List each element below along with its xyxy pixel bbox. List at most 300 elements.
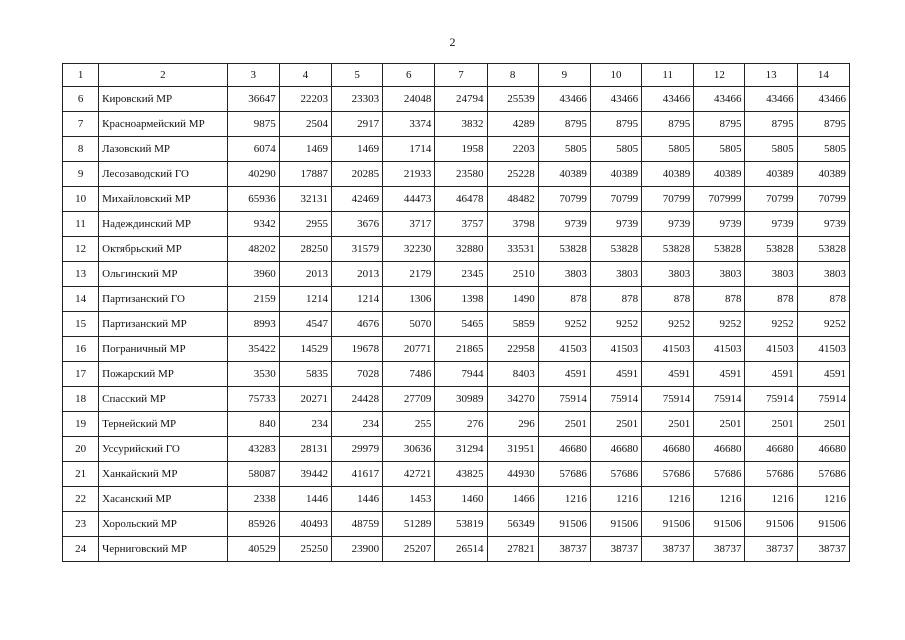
value-cell: 40389	[642, 162, 694, 187]
value-cell: 878	[590, 287, 641, 312]
row-number-cell: 14	[63, 287, 99, 312]
district-name-cell: Ханкайский МР	[99, 462, 227, 487]
value-cell: 5805	[590, 137, 641, 162]
value-cell: 1216	[538, 487, 590, 512]
value-cell: 1216	[590, 487, 641, 512]
value-cell: 43466	[797, 87, 849, 112]
value-cell: 23900	[331, 537, 382, 562]
value-cell: 878	[797, 287, 849, 312]
value-cell: 8403	[487, 362, 538, 387]
value-cell: 58087	[227, 462, 279, 487]
value-cell: 29979	[331, 437, 382, 462]
value-cell: 31579	[331, 237, 382, 262]
value-cell: 43825	[435, 462, 487, 487]
value-cell: 75914	[642, 387, 694, 412]
value-cell: 2159	[227, 287, 279, 312]
table-row	[63, 537, 850, 562]
table-row	[63, 112, 850, 137]
value-cell: 70799	[590, 187, 641, 212]
value-cell: 53828	[694, 237, 745, 262]
value-cell: 75733	[227, 387, 279, 412]
value-cell: 9739	[694, 212, 745, 237]
data-table	[62, 63, 850, 562]
value-cell: 75914	[797, 387, 849, 412]
value-cell: 70799	[797, 187, 849, 212]
value-cell: 41503	[538, 337, 590, 362]
value-cell: 5070	[383, 312, 435, 337]
value-cell: 6074	[227, 137, 279, 162]
row-number-cell: 9	[63, 162, 99, 187]
value-cell: 91506	[538, 512, 590, 537]
value-cell: 4591	[797, 362, 849, 387]
value-cell: 40389	[745, 162, 797, 187]
value-cell: 3757	[435, 212, 487, 237]
value-cell: 2501	[797, 412, 849, 437]
value-cell: 40389	[694, 162, 745, 187]
value-cell: 4591	[590, 362, 641, 387]
value-cell: 2917	[331, 112, 382, 137]
value-cell: 1958	[435, 137, 487, 162]
column-header: 10	[590, 64, 641, 87]
column-header: 13	[745, 64, 797, 87]
value-cell: 1398	[435, 287, 487, 312]
value-cell: 878	[538, 287, 590, 312]
value-cell: 9252	[797, 312, 849, 337]
value-cell: 5805	[745, 137, 797, 162]
value-cell: 38737	[538, 537, 590, 562]
value-cell: 1214	[331, 287, 382, 312]
row-number-cell: 19	[63, 412, 99, 437]
value-cell: 8795	[590, 112, 641, 137]
table-row	[63, 412, 850, 437]
value-cell: 40290	[227, 162, 279, 187]
table-row	[63, 162, 850, 187]
value-cell: 1214	[279, 287, 331, 312]
value-cell: 57686	[694, 462, 745, 487]
value-cell: 2955	[279, 212, 331, 237]
value-cell: 46680	[538, 437, 590, 462]
district-name-cell: Пожарский МР	[99, 362, 227, 387]
table-row	[63, 462, 850, 487]
value-cell: 3960	[227, 262, 279, 287]
table-header-row	[63, 64, 850, 87]
value-cell: 38737	[745, 537, 797, 562]
value-cell: 9252	[694, 312, 745, 337]
district-name-cell: Кировский МР	[99, 87, 227, 112]
value-cell: 5805	[642, 137, 694, 162]
value-cell: 25228	[487, 162, 538, 187]
value-cell: 3803	[590, 262, 641, 287]
value-cell: 3717	[383, 212, 435, 237]
table-row	[63, 312, 850, 337]
value-cell: 38737	[797, 537, 849, 562]
value-cell: 43466	[538, 87, 590, 112]
value-cell: 40389	[797, 162, 849, 187]
value-cell: 3374	[383, 112, 435, 137]
table-row	[63, 262, 850, 287]
value-cell: 8993	[227, 312, 279, 337]
value-cell: 1216	[745, 487, 797, 512]
value-cell: 4591	[642, 362, 694, 387]
value-cell: 2013	[279, 262, 331, 287]
value-cell: 85926	[227, 512, 279, 537]
value-cell: 2179	[383, 262, 435, 287]
value-cell: 91506	[694, 512, 745, 537]
value-cell: 46680	[797, 437, 849, 462]
column-header: 8	[487, 64, 538, 87]
value-cell: 24048	[383, 87, 435, 112]
value-cell: 46680	[642, 437, 694, 462]
value-cell: 57686	[745, 462, 797, 487]
value-cell: 36647	[227, 87, 279, 112]
district-name-cell: Хорольский МР	[99, 512, 227, 537]
column-header: 11	[642, 64, 694, 87]
row-number-cell: 20	[63, 437, 99, 462]
value-cell: 7486	[383, 362, 435, 387]
value-cell: 53828	[642, 237, 694, 262]
district-name-cell: Партизанский МР	[99, 312, 227, 337]
district-name-cell: Красноармейский МР	[99, 112, 227, 137]
value-cell: 40529	[227, 537, 279, 562]
table-row	[63, 387, 850, 412]
value-cell: 2203	[487, 137, 538, 162]
value-cell: 20285	[331, 162, 382, 187]
value-cell: 7028	[331, 362, 382, 387]
value-cell: 234	[331, 412, 382, 437]
value-cell: 1460	[435, 487, 487, 512]
column-header: 3	[227, 64, 279, 87]
district-name-cell: Михайловский МР	[99, 187, 227, 212]
value-cell: 2501	[590, 412, 641, 437]
table-row	[63, 212, 850, 237]
value-cell: 5805	[694, 137, 745, 162]
value-cell: 28250	[279, 237, 331, 262]
row-number-cell: 7	[63, 112, 99, 137]
value-cell: 8795	[694, 112, 745, 137]
value-cell: 91506	[745, 512, 797, 537]
value-cell: 2510	[487, 262, 538, 287]
value-cell: 4591	[745, 362, 797, 387]
value-cell: 1306	[383, 287, 435, 312]
table-row	[63, 437, 850, 462]
column-header: 5	[331, 64, 382, 87]
value-cell: 31294	[435, 437, 487, 462]
value-cell: 2501	[538, 412, 590, 437]
value-cell: 31951	[487, 437, 538, 462]
value-cell: 91506	[590, 512, 641, 537]
value-cell: 9342	[227, 212, 279, 237]
value-cell: 1216	[797, 487, 849, 512]
value-cell: 9739	[642, 212, 694, 237]
value-cell: 41503	[745, 337, 797, 362]
value-cell: 1216	[642, 487, 694, 512]
row-number-cell: 23	[63, 512, 99, 537]
table-row	[63, 87, 850, 112]
column-header: 2	[99, 64, 227, 87]
value-cell: 5465	[435, 312, 487, 337]
value-cell: 1469	[331, 137, 382, 162]
value-cell: 57686	[538, 462, 590, 487]
value-cell: 44473	[383, 187, 435, 212]
value-cell: 51289	[383, 512, 435, 537]
value-cell: 234	[279, 412, 331, 437]
value-cell: 21865	[435, 337, 487, 362]
district-name-cell: Надеждинский МР	[99, 212, 227, 237]
value-cell: 43466	[590, 87, 641, 112]
table-row	[63, 362, 850, 387]
value-cell: 1446	[279, 487, 331, 512]
table-row	[63, 512, 850, 537]
value-cell: 9739	[538, 212, 590, 237]
value-cell: 32131	[279, 187, 331, 212]
value-cell: 5805	[538, 137, 590, 162]
value-cell: 34270	[487, 387, 538, 412]
district-name-cell: Спасский МР	[99, 387, 227, 412]
value-cell: 43466	[694, 87, 745, 112]
value-cell: 41503	[590, 337, 641, 362]
value-cell: 2013	[331, 262, 382, 287]
value-cell: 46680	[694, 437, 745, 462]
value-cell: 70799	[538, 187, 590, 212]
value-cell: 75914	[694, 387, 745, 412]
column-header: 1	[63, 64, 99, 87]
value-cell: 9875	[227, 112, 279, 137]
value-cell: 4547	[279, 312, 331, 337]
table-row	[63, 137, 850, 162]
value-cell: 41503	[642, 337, 694, 362]
value-cell: 30989	[435, 387, 487, 412]
table-row	[63, 187, 850, 212]
value-cell: 9739	[797, 212, 849, 237]
district-name-cell: Уссурийский ГО	[99, 437, 227, 462]
value-cell: 40389	[538, 162, 590, 187]
value-cell: 57686	[642, 462, 694, 487]
value-cell: 43466	[745, 87, 797, 112]
district-name-cell: Тернейский МР	[99, 412, 227, 437]
value-cell: 8795	[797, 112, 849, 137]
value-cell: 38737	[590, 537, 641, 562]
table-row	[63, 337, 850, 362]
value-cell: 8795	[745, 112, 797, 137]
value-cell: 3803	[797, 262, 849, 287]
value-cell: 42721	[383, 462, 435, 487]
value-cell: 40493	[279, 512, 331, 537]
value-cell: 2501	[694, 412, 745, 437]
value-cell: 3803	[694, 262, 745, 287]
value-cell: 9739	[745, 212, 797, 237]
row-number-cell: 10	[63, 187, 99, 212]
column-header: 6	[383, 64, 435, 87]
value-cell: 7944	[435, 362, 487, 387]
value-cell: 24428	[331, 387, 382, 412]
value-cell: 22203	[279, 87, 331, 112]
value-cell: 9739	[590, 212, 641, 237]
value-cell: 296	[487, 412, 538, 437]
value-cell: 65936	[227, 187, 279, 212]
district-name-cell: Партизанский ГО	[99, 287, 227, 312]
value-cell: 30636	[383, 437, 435, 462]
value-cell: 4289	[487, 112, 538, 137]
value-cell: 8795	[538, 112, 590, 137]
district-name-cell: Ольгинский МР	[99, 262, 227, 287]
value-cell: 75914	[538, 387, 590, 412]
value-cell: 38737	[642, 537, 694, 562]
row-number-cell: 12	[63, 237, 99, 262]
value-cell: 9252	[745, 312, 797, 337]
table-row	[63, 287, 850, 312]
district-name-cell: Октябрьский МР	[99, 237, 227, 262]
value-cell: 38737	[694, 537, 745, 562]
value-cell: 48202	[227, 237, 279, 262]
value-cell: 8795	[642, 112, 694, 137]
value-cell: 255	[383, 412, 435, 437]
value-cell: 41503	[694, 337, 745, 362]
value-cell: 5805	[797, 137, 849, 162]
value-cell: 43466	[642, 87, 694, 112]
value-cell: 57686	[590, 462, 641, 487]
value-cell: 41503	[797, 337, 849, 362]
row-number-cell: 18	[63, 387, 99, 412]
value-cell: 878	[694, 287, 745, 312]
district-name-cell: Черниговский МР	[99, 537, 227, 562]
table-row	[63, 237, 850, 262]
value-cell: 43283	[227, 437, 279, 462]
value-cell: 878	[642, 287, 694, 312]
value-cell: 25207	[383, 537, 435, 562]
district-name-cell: Лесозаводский ГО	[99, 162, 227, 187]
value-cell: 9252	[642, 312, 694, 337]
value-cell: 70799	[745, 187, 797, 212]
value-cell: 2501	[745, 412, 797, 437]
value-cell: 3832	[435, 112, 487, 137]
value-cell: 3676	[331, 212, 382, 237]
value-cell: 3798	[487, 212, 538, 237]
value-cell: 1714	[383, 137, 435, 162]
value-cell: 9252	[590, 312, 641, 337]
row-number-cell: 21	[63, 462, 99, 487]
row-number-cell: 17	[63, 362, 99, 387]
value-cell: 3803	[642, 262, 694, 287]
value-cell: 9252	[538, 312, 590, 337]
value-cell: 3530	[227, 362, 279, 387]
value-cell: 276	[435, 412, 487, 437]
value-cell: 56349	[487, 512, 538, 537]
value-cell: 22958	[487, 337, 538, 362]
value-cell: 27821	[487, 537, 538, 562]
column-header: 14	[797, 64, 849, 87]
page-number: 2	[449, 35, 456, 49]
row-number-cell: 22	[63, 487, 99, 512]
value-cell: 26514	[435, 537, 487, 562]
value-cell: 46680	[590, 437, 641, 462]
value-cell: 1453	[383, 487, 435, 512]
value-cell: 46478	[435, 187, 487, 212]
value-cell: 5835	[279, 362, 331, 387]
column-header: 7	[435, 64, 487, 87]
row-number-cell: 16	[63, 337, 99, 362]
value-cell: 2338	[227, 487, 279, 512]
column-header: 4	[279, 64, 331, 87]
value-cell: 35422	[227, 337, 279, 362]
value-cell: 1466	[487, 487, 538, 512]
value-cell: 1469	[279, 137, 331, 162]
value-cell: 14529	[279, 337, 331, 362]
value-cell: 46680	[745, 437, 797, 462]
value-cell: 53828	[797, 237, 849, 262]
value-cell: 20771	[383, 337, 435, 362]
value-cell: 23303	[331, 87, 382, 112]
value-cell: 4591	[694, 362, 745, 387]
row-number-cell: 6	[63, 87, 99, 112]
row-number-cell: 11	[63, 212, 99, 237]
value-cell: 53828	[745, 237, 797, 262]
value-cell: 25539	[487, 87, 538, 112]
row-number-cell: 13	[63, 262, 99, 287]
value-cell: 2504	[279, 112, 331, 137]
district-name-cell: Хасанский МР	[99, 487, 227, 512]
value-cell: 41617	[331, 462, 382, 487]
value-cell: 91506	[797, 512, 849, 537]
value-cell: 1490	[487, 287, 538, 312]
value-cell: 32880	[435, 237, 487, 262]
value-cell: 44930	[487, 462, 538, 487]
value-cell: 2501	[642, 412, 694, 437]
value-cell: 53828	[538, 237, 590, 262]
table-row	[63, 487, 850, 512]
value-cell: 707999	[694, 187, 745, 212]
value-cell: 19678	[331, 337, 382, 362]
value-cell: 75914	[590, 387, 641, 412]
value-cell: 4676	[331, 312, 382, 337]
value-cell: 40389	[590, 162, 641, 187]
row-number-cell: 8	[63, 137, 99, 162]
value-cell: 91506	[642, 512, 694, 537]
value-cell: 53828	[590, 237, 641, 262]
value-cell: 2345	[435, 262, 487, 287]
row-number-cell: 24	[63, 537, 99, 562]
value-cell: 840	[227, 412, 279, 437]
value-cell: 27709	[383, 387, 435, 412]
column-header: 9	[538, 64, 590, 87]
district-name-cell: Лазовский МР	[99, 137, 227, 162]
value-cell: 23580	[435, 162, 487, 187]
value-cell: 20271	[279, 387, 331, 412]
value-cell: 1446	[331, 487, 382, 512]
value-cell: 48759	[331, 512, 382, 537]
value-cell: 24794	[435, 87, 487, 112]
district-name-cell: Пограничный МР	[99, 337, 227, 362]
value-cell: 25250	[279, 537, 331, 562]
value-cell: 4591	[538, 362, 590, 387]
value-cell: 70799	[642, 187, 694, 212]
value-cell: 28131	[279, 437, 331, 462]
value-cell: 3803	[538, 262, 590, 287]
value-cell: 17887	[279, 162, 331, 187]
value-cell: 5859	[487, 312, 538, 337]
value-cell: 33531	[487, 237, 538, 262]
value-cell: 53819	[435, 512, 487, 537]
value-cell: 57686	[797, 462, 849, 487]
value-cell: 1216	[694, 487, 745, 512]
value-cell: 42469	[331, 187, 382, 212]
value-cell: 878	[745, 287, 797, 312]
value-cell: 32230	[383, 237, 435, 262]
value-cell: 48482	[487, 187, 538, 212]
value-cell: 21933	[383, 162, 435, 187]
value-cell: 75914	[745, 387, 797, 412]
value-cell: 3803	[745, 262, 797, 287]
value-cell: 39442	[279, 462, 331, 487]
